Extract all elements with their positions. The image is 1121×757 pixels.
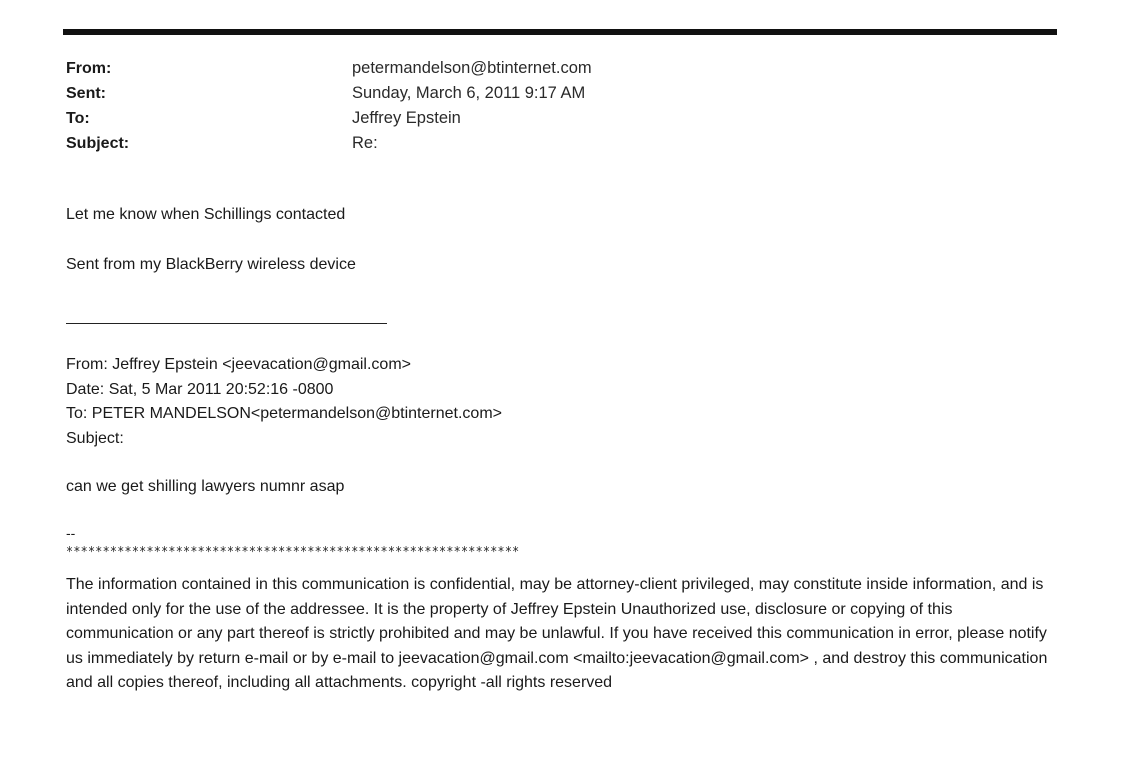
confidentiality-disclaimer: The information contained in this communication is confidential, may be attorney-client privileged, may constitute inside information, and is intended only for the use of the addressee. It is the property of Jeffrey Epstein Unauthorized use, disclosure or copying of this communication or any part thereof is strictly prohibited and may be unlawful. If you have received this communication in error, please notify us immediately by return e-mail or by e-mail to jeevacation@gmail.com <mailto:jeevacation@gmail.com> , and destroy this communication and all copies thereof, including all attachments. copyright -all rights reserved [66, 576, 1048, 692]
to-value: Jeffrey Epstein [352, 109, 461, 127]
to-label: To: [66, 109, 90, 127]
sent-value: Sunday, March 6, 2011 9:17 AM [352, 84, 586, 102]
header-from-row [66, 56, 966, 81]
header-to-row [66, 106, 966, 131]
forwarded-from: From: Jeffrey Epstein <jeevacation@gmail.com> [66, 356, 411, 373]
forwarded-date: Date: Sat, 5 Mar 2011 20:52:16 -0800 [66, 380, 334, 398]
separator-rule [66, 323, 387, 324]
forwarded-to: To: PETER MANDELSON<petermandelson@btinternet.com> [66, 405, 502, 422]
from-label: From: [66, 59, 112, 77]
disclaimer-stars: ************************************************************** [66, 545, 520, 560]
reply-signature: Sent from my BlackBerry wireless device [66, 256, 356, 273]
from-value: petermandelson@btinternet.com [352, 59, 592, 77]
forwarded-subject: Subject: [66, 429, 124, 447]
forwarded-header [66, 353, 502, 451]
header-subject-row [66, 131, 966, 156]
subject-value: Re: [352, 134, 378, 152]
forwarded-message: can we get shilling lawyers numnr asap [66, 478, 345, 495]
email-header [66, 56, 966, 156]
header-rule [63, 29, 1057, 35]
sent-label: Sent: [66, 84, 106, 102]
subject-label: Subject: [66, 134, 130, 152]
reply-message: Let me know when Schillings contacted [66, 206, 346, 223]
signature-dashes: -- [66, 525, 76, 541]
header-sent-row [66, 81, 966, 106]
